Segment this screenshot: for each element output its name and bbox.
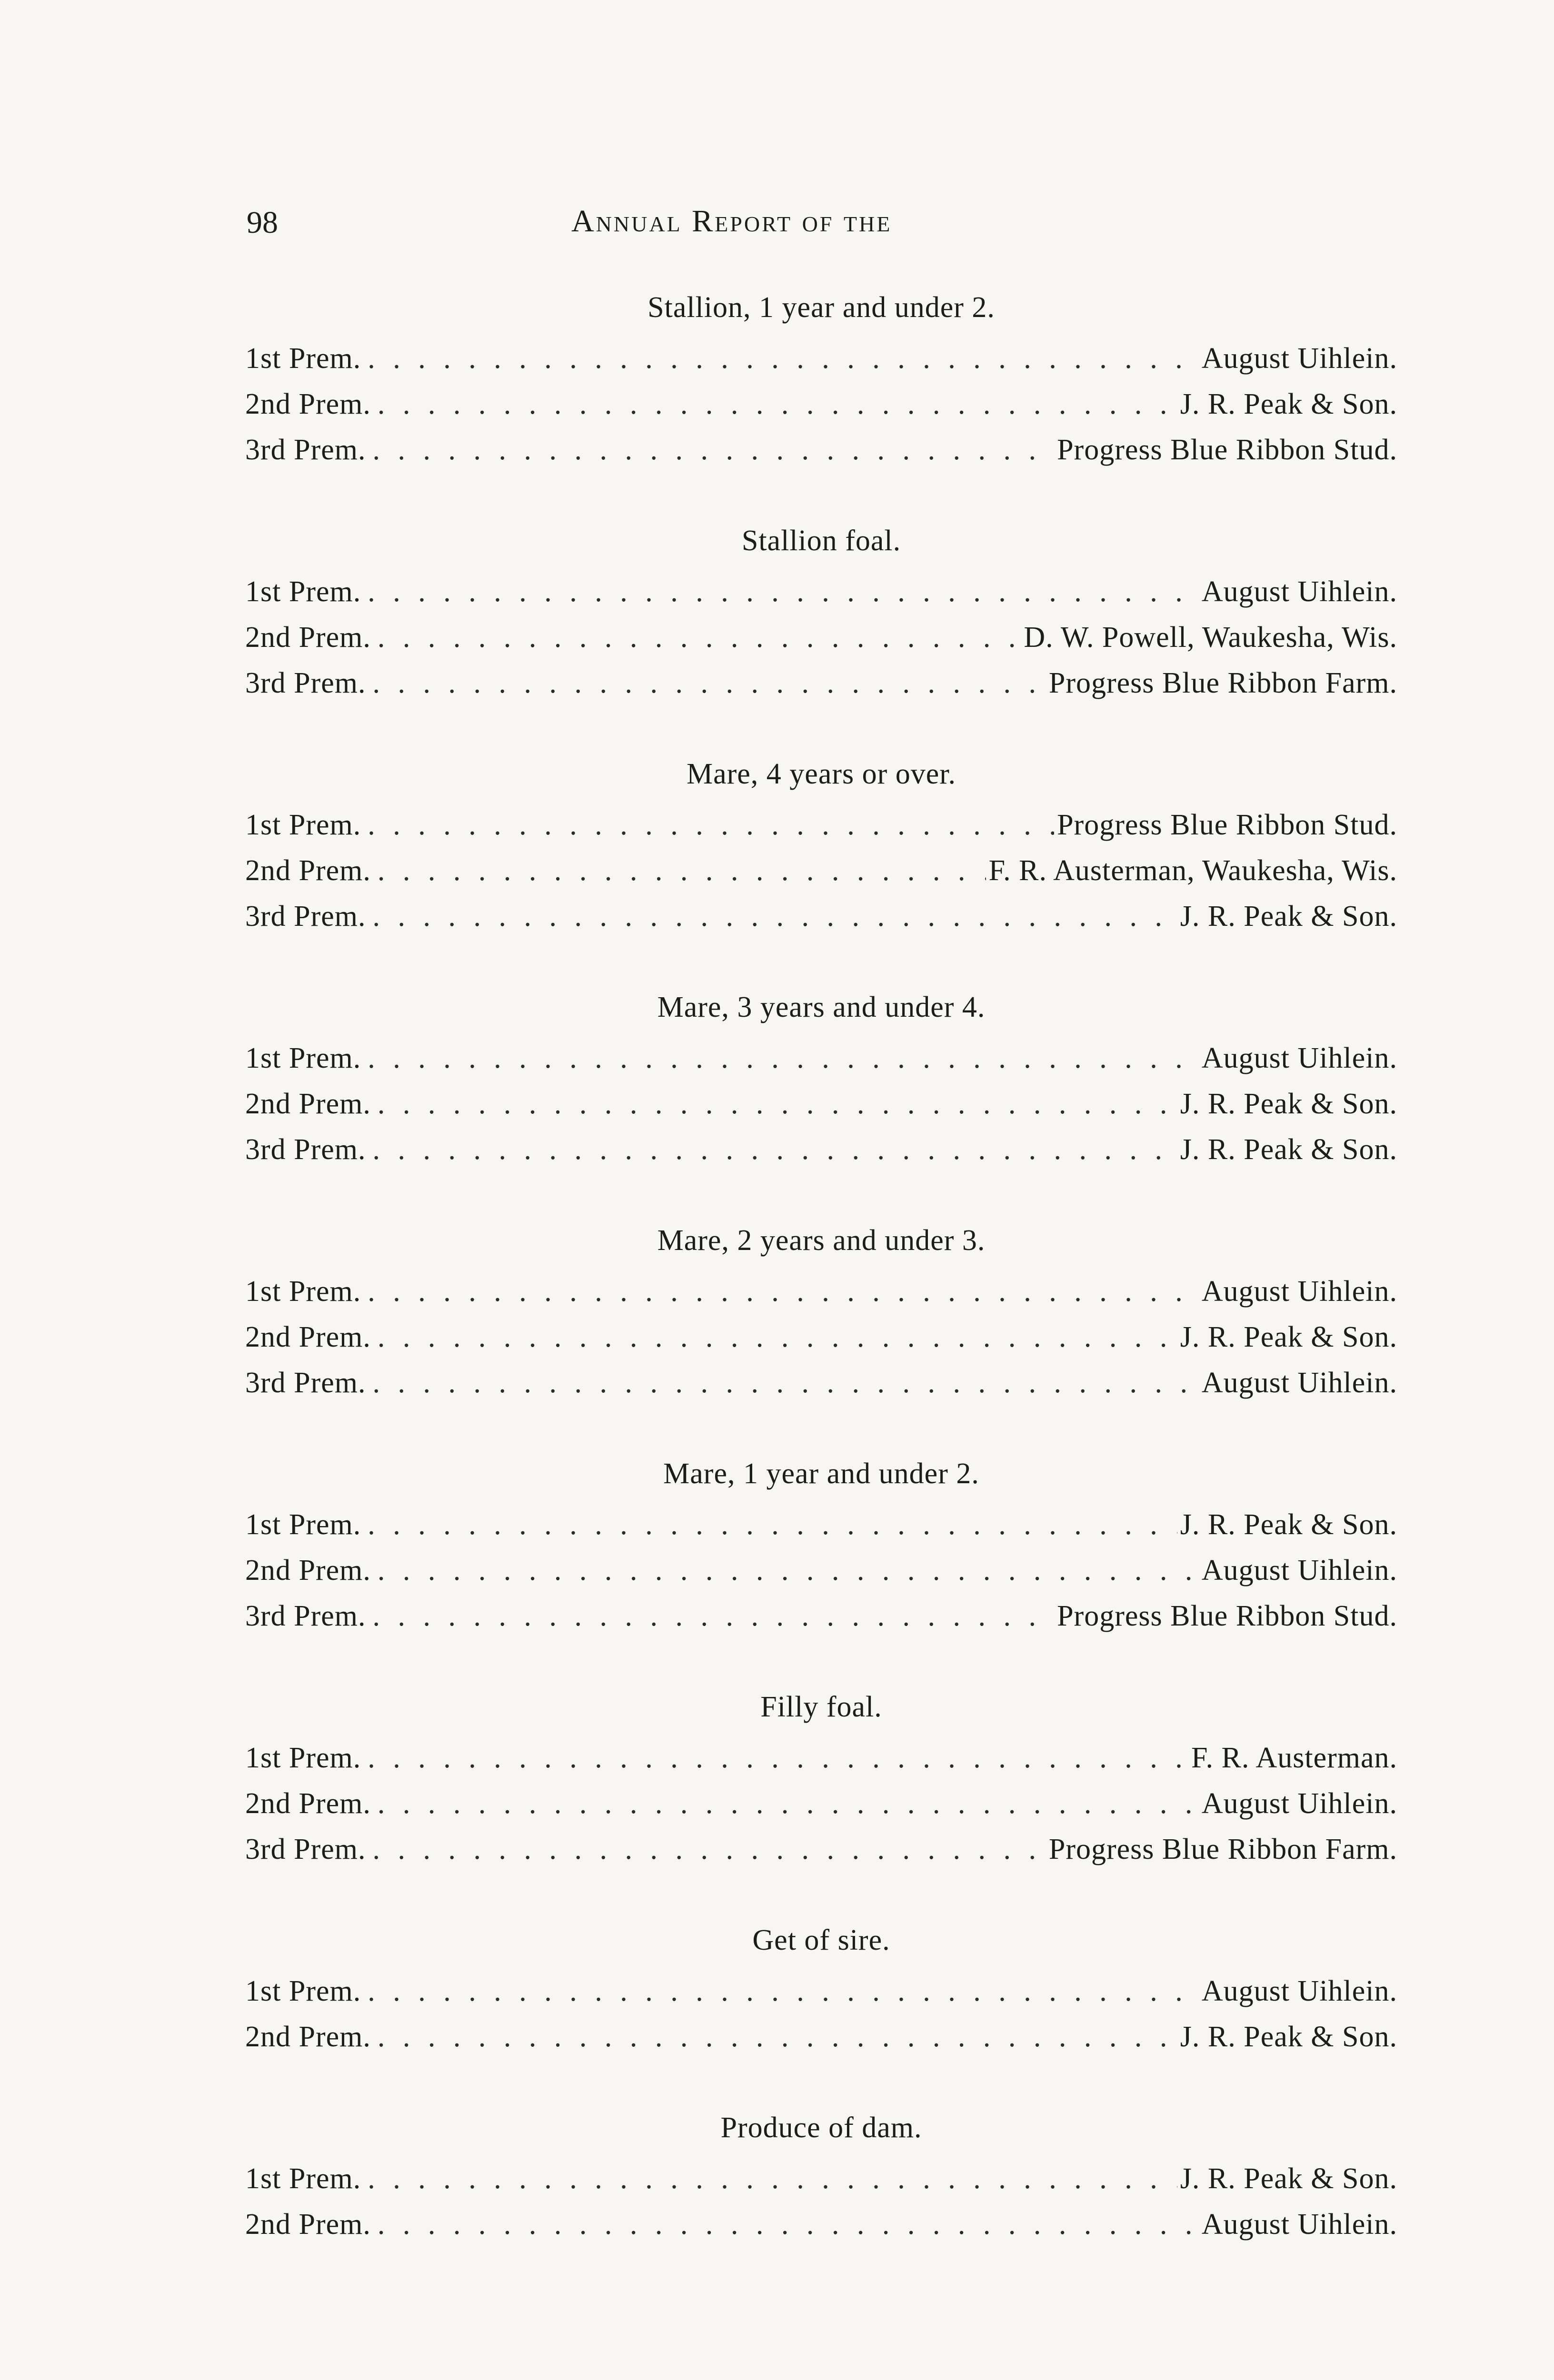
section-heading: Mare, 3 years and under 4. — [657, 991, 986, 1023]
dot-leader — [378, 2202, 1199, 2247]
premium-entry — [245, 427, 1397, 473]
dot-leader — [368, 802, 1054, 848]
award-section — [245, 293, 1397, 473]
premium-entry — [245, 615, 1397, 660]
page-number: 98 — [247, 205, 278, 240]
premium-entry — [245, 1735, 1397, 1781]
premium-entry — [245, 1035, 1397, 1081]
premium-rank: 3rd Prem. — [245, 434, 366, 466]
premium-rank: 1st Prem. — [245, 1042, 361, 1074]
dot-leader — [373, 1826, 1046, 1872]
premium-winner: J. R. Peak & Son. — [1180, 1133, 1397, 1166]
premium-rank: 1st Prem. — [245, 1975, 361, 2007]
premium-winner: August Uihlein. — [1201, 575, 1397, 608]
award-section — [245, 992, 1397, 1172]
section-heading: Get of sire. — [752, 1924, 890, 1956]
premium-entry — [245, 1269, 1397, 1314]
dot-leader — [373, 1360, 1199, 1406]
premium-entry — [245, 1314, 1397, 1360]
section-heading: Filly foal. — [760, 1691, 882, 1723]
premium-entry — [245, 2014, 1397, 2060]
premium-rank: 1st Prem. — [245, 1742, 361, 1774]
premium-entry — [245, 1968, 1397, 2014]
premium-winner: August Uihlein. — [1201, 2208, 1397, 2241]
premium-rank: 3rd Prem. — [245, 1833, 366, 1865]
premium-rank: 2nd Prem. — [245, 2021, 371, 2053]
dot-leader — [378, 381, 1177, 427]
award-section — [245, 1692, 1397, 1872]
dot-leader — [378, 615, 1021, 660]
dot-leader — [368, 1035, 1199, 1081]
section-heading: Mare, 1 year and under 2. — [663, 1458, 979, 1490]
dot-leader — [373, 1593, 1055, 1639]
dot-leader — [368, 336, 1199, 381]
premium-entry — [245, 848, 1397, 893]
premium-rank: 2nd Prem. — [245, 854, 371, 887]
section-heading: Stallion foal. — [741, 525, 901, 557]
dot-leader — [378, 2014, 1177, 2060]
premium-rank: 1st Prem. — [245, 1275, 361, 1308]
premium-entry — [245, 1826, 1397, 1872]
premium-winner: J. R. Peak & Son. — [1180, 1508, 1397, 1541]
premium-rank: 1st Prem. — [245, 809, 361, 841]
dot-leader — [378, 1781, 1199, 1826]
award-section — [245, 526, 1397, 706]
premium-winner: August Uihlein. — [1201, 1975, 1397, 2007]
premium-winner: August Uihlein. — [1201, 1042, 1397, 1074]
premium-winner: J. R. Peak & Son. — [1180, 2021, 1397, 2053]
dot-leader — [368, 1502, 1177, 1547]
dot-leader — [373, 893, 1177, 939]
premium-entry — [245, 381, 1397, 427]
dot-leader — [368, 2156, 1177, 2202]
premium-winner: J. R. Peak & Son. — [1180, 900, 1397, 932]
premium-rank: 2nd Prem. — [245, 388, 371, 420]
premium-rank: 2nd Prem. — [245, 1787, 371, 1820]
dot-leader — [373, 427, 1055, 473]
premium-entry — [245, 1547, 1397, 1593]
premium-rank: 3rd Prem. — [245, 1600, 366, 1632]
dot-leader — [368, 1968, 1199, 2014]
premium-entry — [245, 1081, 1397, 1127]
section-heading: Mare, 4 years or over. — [686, 758, 956, 790]
premium-winner: August Uihlein. — [1201, 342, 1397, 375]
premium-rank: 1st Prem. — [245, 2162, 361, 2195]
premium-entry — [245, 1502, 1397, 1547]
dot-leader — [378, 1314, 1177, 1360]
dot-leader — [368, 1269, 1199, 1314]
premium-winner: August Uihlein. — [1201, 1787, 1397, 1820]
premium-rank: 2nd Prem. — [245, 1088, 371, 1120]
premium-rank: 1st Prem. — [245, 1508, 361, 1541]
premium-winner: August Uihlein. — [1201, 1367, 1397, 1399]
award-section — [245, 1925, 1397, 2060]
dot-leader — [378, 848, 986, 893]
premium-winner: Progress Blue Ribbon Stud. — [1057, 1600, 1397, 1632]
award-section — [245, 759, 1397, 939]
premium-winner: Progress Blue Ribbon Stud. — [1057, 434, 1397, 466]
premium-winner: J. R. Peak & Son. — [1180, 1321, 1397, 1353]
premium-winner: J. R. Peak & Son. — [1180, 2162, 1397, 2195]
premium-entry — [245, 1781, 1397, 1826]
premium-winner: Progress Blue Ribbon Farm. — [1048, 1833, 1397, 1865]
dot-leader — [368, 1735, 1188, 1781]
premium-entry — [245, 893, 1397, 939]
dot-leader — [378, 1081, 1177, 1127]
premium-list — [245, 293, 1397, 2301]
dot-leader — [373, 1127, 1177, 1172]
dot-leader — [368, 569, 1199, 615]
premium-entry — [245, 2156, 1397, 2202]
premium-winner: August Uihlein. — [1201, 1554, 1397, 1587]
section-heading: Stallion, 1 year and under 2. — [648, 291, 995, 324]
running-head: Annual Report of the — [571, 204, 892, 238]
premium-rank: 2nd Prem. — [245, 1554, 371, 1587]
dot-leader — [378, 1547, 1199, 1593]
premium-rank: 2nd Prem. — [245, 621, 371, 654]
premium-rank: 1st Prem. — [245, 342, 361, 375]
premium-winner: D. W. Powell, Waukesha, Wis. — [1024, 621, 1397, 654]
premium-winner: J. R. Peak & Son. — [1180, 388, 1397, 420]
section-heading: Produce of dam. — [720, 2112, 922, 2144]
premium-entry — [245, 1593, 1397, 1639]
premium-entry — [245, 569, 1397, 615]
premium-rank: 2nd Prem. — [245, 2208, 371, 2241]
premium-entry — [245, 2202, 1397, 2247]
premium-winner: F. R. Austerman. — [1191, 1742, 1397, 1774]
premium-winner: F. R. Austerman, Waukesha, Wis. — [988, 854, 1397, 887]
premium-rank: 3rd Prem. — [245, 667, 366, 699]
award-section — [245, 1226, 1397, 1406]
premium-entry — [245, 1127, 1397, 1172]
premium-entry — [245, 660, 1397, 706]
premium-rank: 3rd Prem. — [245, 1133, 366, 1166]
premium-winner: Progress Blue Ribbon Farm. — [1048, 667, 1397, 699]
dot-leader — [373, 660, 1046, 706]
premium-entry — [245, 802, 1397, 848]
premium-winner: Progress Blue Ribbon Stud. — [1057, 809, 1397, 841]
premium-rank: 1st Prem. — [245, 575, 361, 608]
premium-winner: August Uihlein. — [1201, 1275, 1397, 1308]
award-section — [245, 1459, 1397, 1639]
premium-winner: J. R. Peak & Son. — [1180, 1088, 1397, 1120]
premium-rank: 3rd Prem. — [245, 1367, 366, 1399]
premium-entry — [245, 1360, 1397, 1406]
premium-rank: 3rd Prem. — [245, 900, 366, 932]
award-section — [245, 2113, 1397, 2247]
section-heading: Mare, 2 years and under 3. — [657, 1224, 986, 1257]
premium-entry — [245, 336, 1397, 381]
premium-rank: 2nd Prem. — [245, 1321, 371, 1353]
